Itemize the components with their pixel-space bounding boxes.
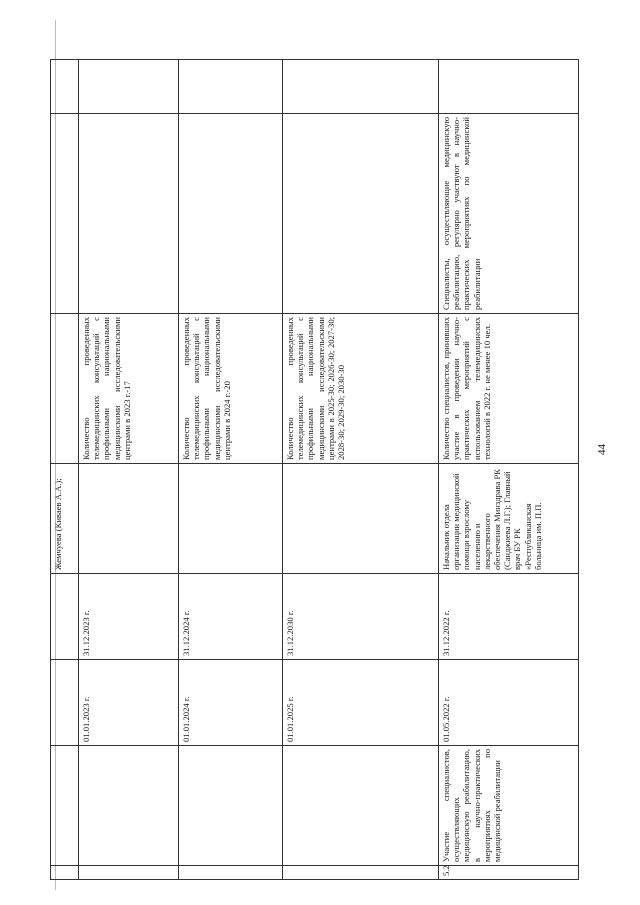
cell-extra	[79, 60, 179, 114]
table-row	[283, 60, 439, 880]
cell-responsible: Жемчуева (Киваев А.А.);	[51, 464, 79, 574]
cell-extra	[283, 60, 439, 114]
cell-indicator: Количество проведенных телемедицинских консультаций с профильными национальными медицинскими исследовательскими центрами в 2025-30; 2026-30; 2027-30; 2028-30; 2029-30; 2030-30	[283, 314, 439, 464]
cell-extra	[439, 60, 579, 114]
plan-table	[50, 59, 579, 880]
cell-event	[179, 746, 283, 866]
cell-indicator: Количество специалистов, принявших участие в проведении научно-практических мероприятий с использованием телемедицинских технологий в 2022 г. не менее 10 чел.	[439, 314, 579, 464]
table-row	[179, 60, 283, 880]
cell-indicator	[51, 314, 79, 464]
cell-result	[51, 114, 79, 314]
cell-responsible	[283, 464, 439, 574]
cell-indicator: Количество проведенных телемедицинских консультаций с профильными национальными медицинскими исследовательскими центрами в 2024 г.-20	[179, 314, 283, 464]
cell-start: 01.05.2022 г.	[439, 660, 579, 746]
cell-num	[51, 866, 79, 880]
cell-num	[283, 866, 439, 880]
cell-end: 31.12.2024 г.	[179, 574, 283, 660]
cell-result	[283, 114, 439, 314]
cell-event	[51, 746, 79, 866]
cell-result	[79, 114, 179, 314]
cell-result: Специалисты, осуществляющие медицинскую реабилитацию, регулярно участвуют в научно-практических мероприятиях по медицинской реабилитации	[439, 114, 579, 314]
table-row	[79, 60, 179, 880]
cell-start: 01.01.2023 г.	[79, 660, 179, 746]
cell-result	[179, 114, 283, 314]
cell-end	[51, 574, 79, 660]
cell-event: Участие специалистов, осуществляющих медицинскую реабилитацию, в научно-практических мероприятиях по медицинской реабилитации	[439, 746, 579, 866]
table-row	[439, 60, 579, 880]
cell-end: 31.12.2022 г.	[439, 574, 579, 660]
rotated-table-container	[50, 60, 543, 880]
cell-event	[79, 746, 179, 866]
cell-extra	[179, 60, 283, 114]
cell-start	[51, 660, 79, 746]
cell-num	[179, 866, 283, 880]
cell-responsible	[79, 464, 179, 574]
cell-indicator: Количество проведенных телемедицинских консультаций с профильными национальными медицинскими исследовательскими центрами в 2023 г.-17	[79, 314, 179, 464]
cell-num	[79, 866, 179, 880]
cell-end: 31.12.2030 г.	[283, 574, 439, 660]
page-number: 44	[596, 444, 608, 455]
cell-extra	[51, 60, 79, 114]
cell-start: 01.01.2024 г.	[179, 660, 283, 746]
cell-start: 01.01.2025 г.	[283, 660, 439, 746]
cell-responsible	[179, 464, 283, 574]
cell-event	[283, 746, 439, 866]
cell-end: 31.12.2023 г.	[79, 574, 179, 660]
table-row	[51, 60, 79, 880]
cell-num: 5.2	[439, 866, 579, 880]
cell-responsible: Начальник отдела организации медицинской помощи взрослому населению и лекарственного обеспечения Минздрава РК (Санджиева Л.Г.); Главный врач БУ РК «Республиканская больница им. П.П.	[439, 464, 579, 574]
